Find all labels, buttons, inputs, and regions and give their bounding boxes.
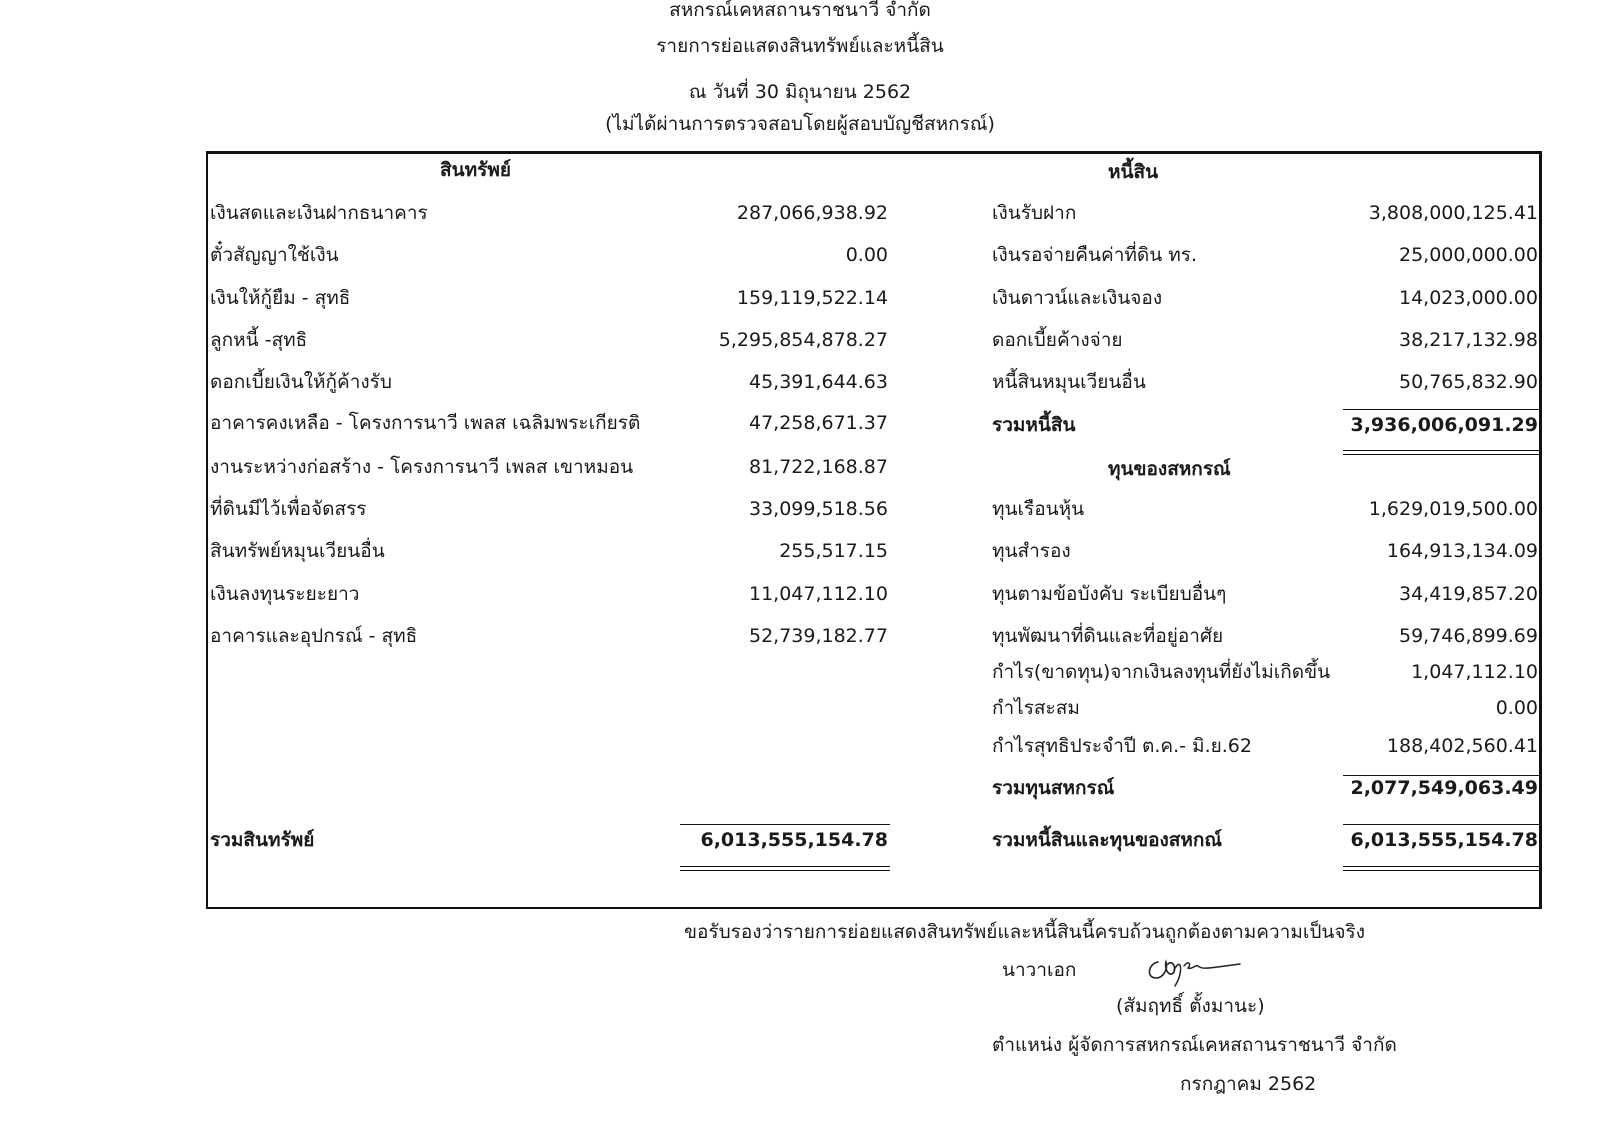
handwritten-signature-icon xyxy=(1140,948,1250,988)
signer-name: (สัมฤทธิ์ ตั้งมานะ) xyxy=(1116,995,1265,1017)
liability-label: ดอกเบี้ยค้างจ่าย xyxy=(992,329,1123,351)
equity-total-value: 2,077,549,063.49 xyxy=(1350,777,1538,799)
assets-heading: สินทรัพย์ xyxy=(440,159,511,181)
liability-label: เงินรอจ่ายคืนค่าที่ดิน ทร. xyxy=(992,244,1198,266)
document-date: กรกฎาคม 2562 xyxy=(1180,1073,1317,1095)
asset-label: งานระหว่างก่อสร้าง - โครงการนาวี เพลส เขาหมอน xyxy=(210,456,634,478)
equity-value: 164,913,134.09 xyxy=(1386,540,1538,562)
grand-total-double-rule xyxy=(1343,866,1539,871)
asset-label: ที่ดินมีไว้เพื่อจัดสรร xyxy=(210,498,367,520)
equity-value: 1,629,019,500.00 xyxy=(1368,498,1538,520)
liabilities-total-double-rule xyxy=(1343,450,1539,455)
asset-label: เงินให้กู้ยืม - สุทธิ xyxy=(210,287,351,309)
asset-value: 287,066,938.92 xyxy=(736,202,888,224)
equity-value: 188,402,560.41 xyxy=(1386,735,1538,757)
asset-value: 33,099,518.56 xyxy=(748,498,888,520)
asset-value: 81,722,168.87 xyxy=(748,456,888,478)
asset-value: 5,295,854,878.27 xyxy=(718,329,888,351)
asset-value: 47,258,671.37 xyxy=(748,412,888,434)
assets-total-underline xyxy=(680,824,890,825)
liability-label: เงินรับฝาก xyxy=(992,202,1077,224)
org-name: สหกรณ์เคหสถานราชนาวี จำกัด xyxy=(669,0,931,21)
equity-label: ทุนเรือนหุ้น xyxy=(992,498,1085,520)
asset-label: เงินสดและเงินฝากธนาคาร xyxy=(210,202,428,224)
liability-value: 3,808,000,125.41 xyxy=(1368,202,1538,224)
document-title: รายการย่อแสดงสินทรัพย์และหนี้สิน xyxy=(656,35,944,57)
asset-label: เงินลงทุนระยะยาว xyxy=(210,583,360,605)
asset-label: ตั๋วสัญญาใช้เงิน xyxy=(210,244,339,266)
equity-label: ทุนตามข้อบังคับ ระเบียบอื่นๆ xyxy=(992,583,1227,605)
liability-value: 38,217,132.98 xyxy=(1398,329,1538,351)
equity-value: 1,047,112.10 xyxy=(1411,661,1538,683)
asset-label: ดอกเบี้ยเงินให้กู้ค้างรับ xyxy=(210,371,392,393)
equity-heading: ทุนของสหกรณ์ xyxy=(1108,458,1231,480)
liabilities-heading: หนี้สิน xyxy=(1108,161,1159,183)
asset-label: อาคารและอุปกรณ์ - สุทธิ xyxy=(210,625,418,647)
asset-value: 255,517.15 xyxy=(779,540,888,562)
liability-label: เงินดาวน์และเงินจอง xyxy=(992,287,1163,309)
assets-total-label: รวมสินทรัพย์ xyxy=(210,829,315,851)
asset-label: สินทรัพย์หมุนเวียนอื่น xyxy=(210,540,385,562)
signer-position: ตำแหน่ง ผู้จัดการสหกรณ์เคหสถานราชนาวี จำกัด xyxy=(992,1034,1397,1056)
equity-value: 34,419,857.20 xyxy=(1398,583,1538,605)
asset-value: 11,047,112.10 xyxy=(748,583,888,605)
asset-label: ลูกหนี้ -สุทธิ xyxy=(210,329,308,351)
equity-label: ทุนสำรอง xyxy=(992,540,1071,562)
equity-label: ทุนพัฒนาที่ดินและที่อยู่อาศัย xyxy=(992,625,1224,647)
liability-value: 14,023,000.00 xyxy=(1398,287,1538,309)
equity-value: 59,746,899.69 xyxy=(1398,625,1538,647)
liability-label: หนี้สินหมุนเวียนอื่น xyxy=(992,371,1146,393)
grand-total-underline xyxy=(1343,824,1539,825)
liabilities-total-value: 3,936,006,091.29 xyxy=(1350,414,1538,436)
equity-label: กำไรสะสม xyxy=(992,697,1080,719)
asset-value: 52,739,182.77 xyxy=(748,625,888,647)
asset-value: 45,391,644.63 xyxy=(748,371,888,393)
liability-value: 25,000,000.00 xyxy=(1398,244,1538,266)
equity-total-label: รวมทุนสหกรณ์ xyxy=(992,777,1115,799)
asset-value: 0.00 xyxy=(845,244,888,266)
equity-label: กำไรสุทธิประจำปี ต.ค.- มิ.ย.62 xyxy=(992,735,1252,757)
certification-text: ขอรับรองว่ารายการย่อยแสดงสินทรัพย์และหนี้สินนี้ครบถ้วนถูกต้องตามความเป็นจริง xyxy=(684,921,1366,943)
liability-value: 50,765,832.90 xyxy=(1398,371,1538,393)
audit-note: (ไม่ได้ผ่านการตรวจสอบโดยผู้สอบบัญชีสหกรณ์) xyxy=(605,113,995,135)
grand-total-label: รวมหนี้สินและทุนของสหกณ์ xyxy=(992,829,1223,851)
assets-total-value: 6,013,555,154.78 xyxy=(700,829,888,851)
liabilities-total-label: รวมหนี้สิน xyxy=(992,414,1076,436)
asset-label: อาคารคงเหลือ - โครงการนาวี เพลส เฉลิมพระเกียรติ xyxy=(210,412,641,434)
as-of-date: ณ วันที่ 30 มิถุนายน 2562 xyxy=(688,81,912,103)
grand-total-value: 6,013,555,154.78 xyxy=(1350,829,1538,851)
assets-total-double-rule xyxy=(680,866,890,871)
signer-rank: นาวาเอก xyxy=(1002,959,1077,981)
asset-value: 159,119,522.14 xyxy=(736,287,888,309)
liabilities-total-underline xyxy=(1343,409,1539,410)
equity-value: 0.00 xyxy=(1495,697,1538,719)
equity-label: กำไร(ขาดทุน)จากเงินลงทุนที่ยังไม่เกิดขึ้น xyxy=(992,661,1331,683)
